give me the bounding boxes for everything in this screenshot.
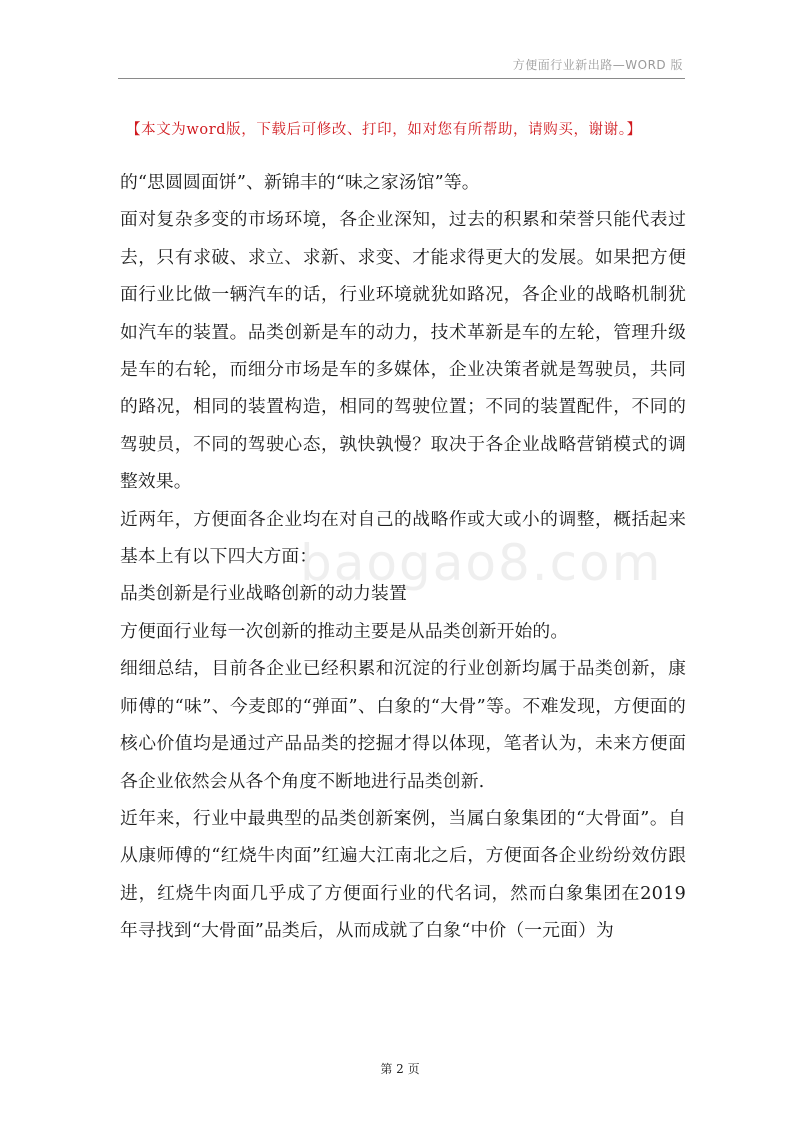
- paragraph: 细细总结，目前各企业已经积累和沉淀的行业创新均属于品类创新，康师傅的“味”、今麦郎的“弹面”、白象的“大骨”等。不难发现，方便面的核心价值均是通过产品品类的挖掘才得以体现，笔者认为，未来方便面各企业依然会从各个角度不断地进行品类创新.: [120, 658, 686, 792]
- document-body: [120, 164, 686, 950]
- page-header: [118, 52, 685, 79]
- paragraph: 的“思圆圆面饼”、新锦丰的“味之家汤馆”等。: [120, 172, 480, 193]
- watermark: baogao8.com: [300, 534, 663, 592]
- section-heading: 品类创新是行业战略创新的动力装置: [120, 583, 407, 605]
- paragraph: 面对复杂多变的市场环境，各企业深知，过去的积累和荣誉只能代表过去，只有求破、求立、求新、求变、才能求得更大的发展。如果把方便面行业比做一辆汽车的话，行业环境就犹如路况，各企业的战略机制犹如汽车的装置。品类创新是车的动力，技术革新是车的左轮，管理升级是车的右轮，而细分市场是车的多媒体，企业决策者就是驾驶员，共同的路况，相同的装置构造，相同的驾驶位置；不同的装置配件，不同的驾驶员，不同的驾驶心态，孰快孰慢？取决于各企业战略营销模式的调整效果。: [120, 209, 686, 493]
- paragraph: 近两年，方便面各企业均在对自己的战略作或大或小的调整，概括起来基本上有以下四大方面：: [120, 508, 686, 568]
- paragraph: 方便面行业每一次创新的推动主要是从品类创新开始的。: [120, 620, 569, 642]
- page-number: 第 2 页: [380, 1062, 420, 1076]
- download-notice: 【本文为word版，下载后可修改、打印，如对您有所帮助，请购买，谢谢。】: [126, 122, 642, 138]
- document-title: 方便面行业新出路—WORD 版: [512, 58, 683, 72]
- paragraph: 近年来，行业中最典型的品类创新案例，当属白象集团的“大骨面”。自从康师傅的“红烧牛肉面”红遍大江南北之后，方便面各企业纷纷效仿跟进，红烧牛肉面几乎成了方便面行业的代名词，然而白象集团在2019 年寻找到“大骨面”品类后，从而成就了白象“中价（一元面）为: [120, 807, 686, 942]
